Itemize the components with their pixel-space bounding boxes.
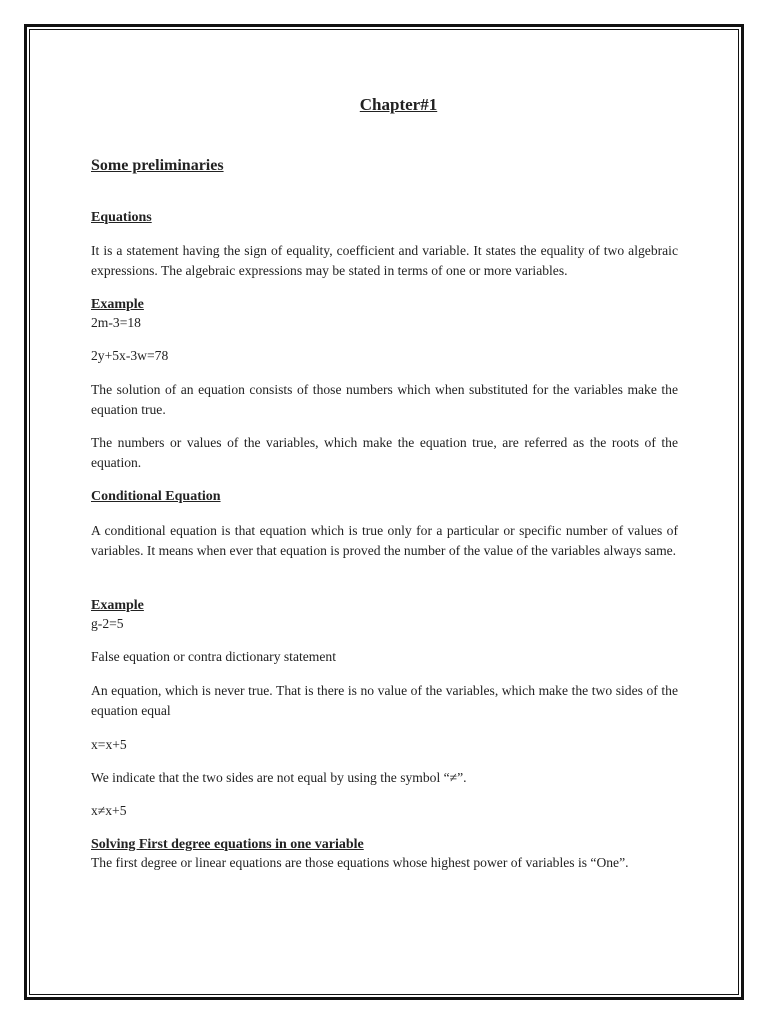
example-equation: g-2=5 (91, 616, 124, 631)
example-equation: x≠x+5 (91, 803, 127, 818)
equations-heading: Equations (91, 210, 152, 225)
false-equation-title: False equation or contra dictionary statement (91, 649, 336, 664)
example-heading: Example (91, 598, 144, 613)
symbol-paragraph: We indicate that the two sides are not equal by using the symbol “≠”. (91, 770, 467, 785)
chapter-title: Chapter#1 (359, 95, 438, 114)
example-equation: 2m-3=18 (91, 315, 141, 330)
equations-definition: It is a statement having the sign of equality, coefficient and variable. It states the equality of two algebraic expressions. The algebraic expressions may be stated in terms of one or more variables. (91, 243, 678, 278)
first-degree-heading: Solving First degree equations in one variable (91, 837, 364, 852)
example-heading: Example (91, 297, 144, 312)
conditional-equation-heading: Conditional Equation (91, 489, 221, 504)
first-degree-paragraph: The first degree or linear equations are those equations whose highest power of variables is “One”. (91, 855, 629, 870)
false-equation-paragraph: An equation, which is never true. That is there is no value of the variables, which make the two sides of the equation equal (91, 683, 678, 718)
conditional-equation-definition: A conditional equation is that equation which is true only for a particular or specific number of values of variables. It means when ever that equation is proved the number of the value of the variables always same. (91, 523, 678, 558)
example-equation: 2y+5x-3w=78 (91, 348, 169, 363)
solution-paragraph: The solution of an equation consists of those numbers which when substituted for the variables make the equation true. (91, 382, 678, 417)
roots-paragraph: The numbers or values of the variables, which make the equation true, are referred as the roots of the equation. (91, 435, 678, 470)
section-title: Some preliminaries (91, 157, 224, 174)
example-equation: x=x+5 (91, 737, 127, 752)
